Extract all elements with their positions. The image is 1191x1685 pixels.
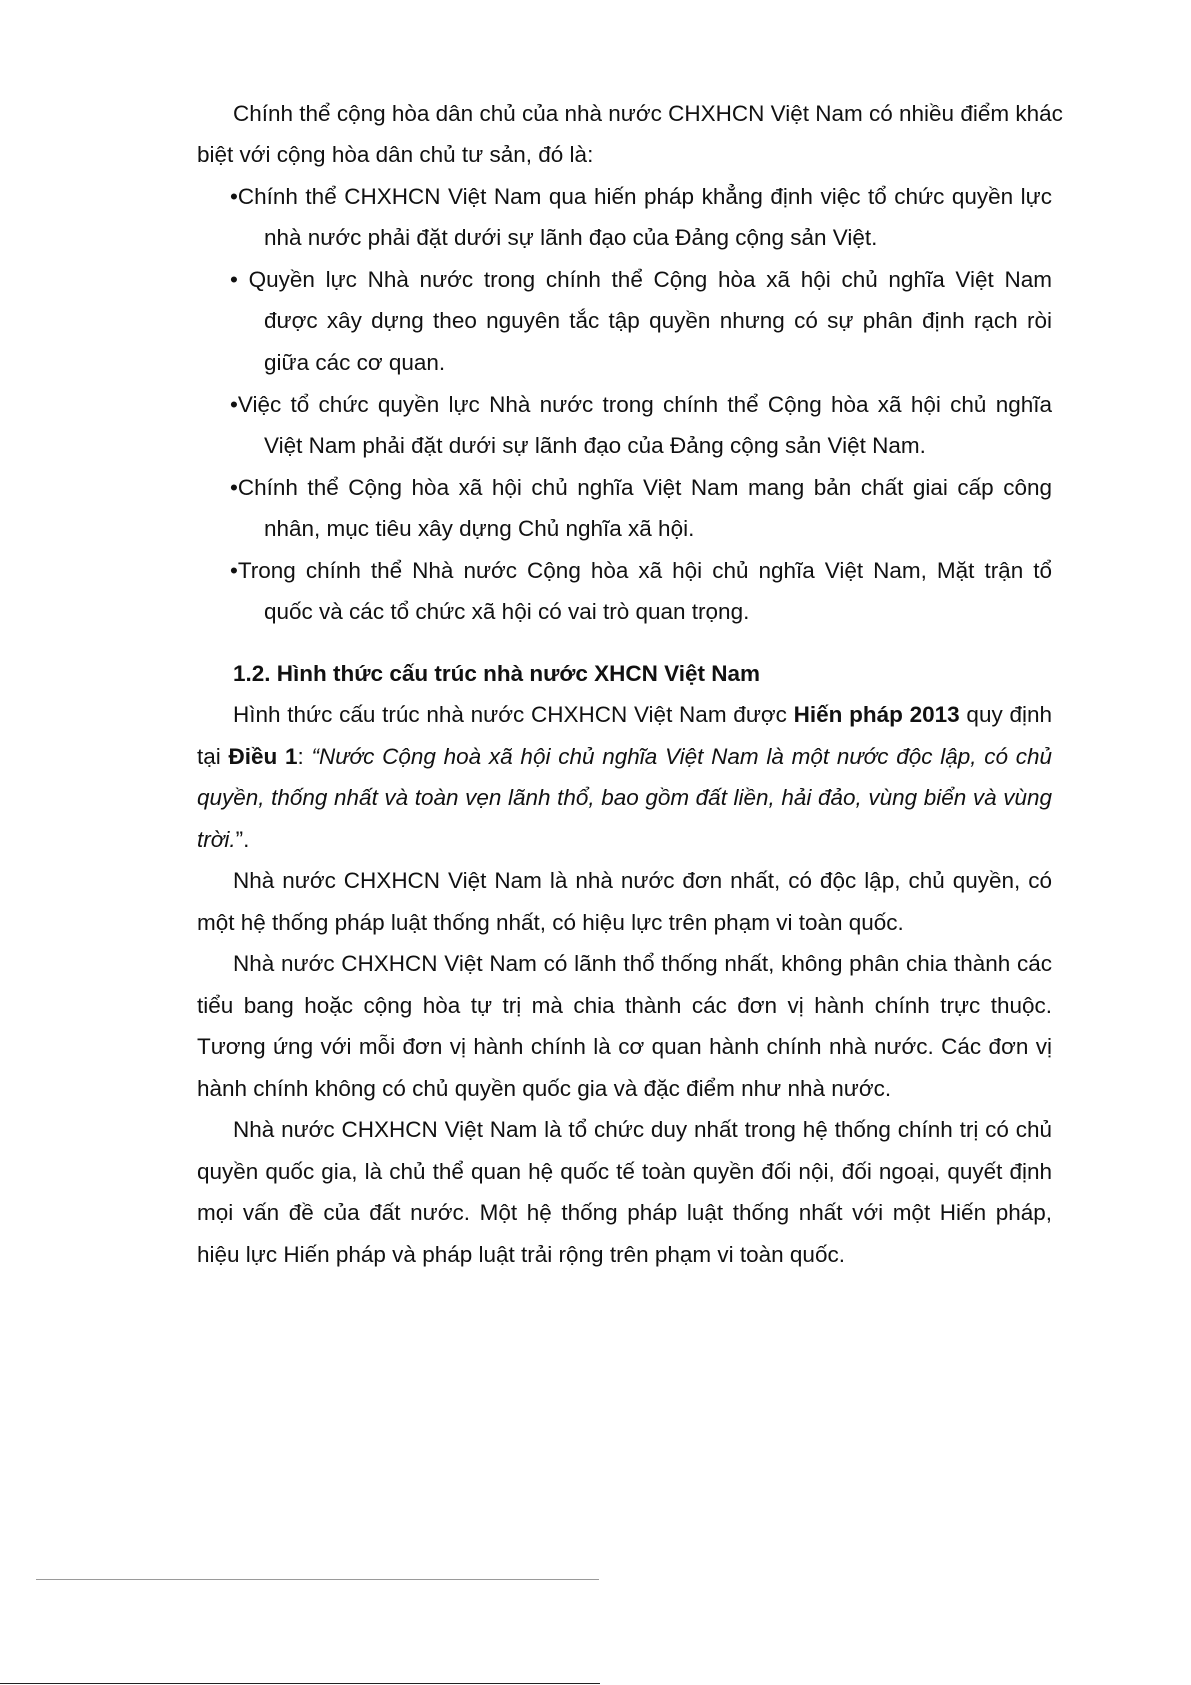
para2-line-1: Nhà nước CHXHCN Việt Nam là nhà nước đơn nhất, có độc lập, chủ quyền, có (233, 868, 1052, 893)
bullet-3-line-1: •Việc tổ chức quyền lực Nhà nước trong chính thể Cộng hòa xã hội chủ nghĩa (230, 392, 1052, 417)
intro-line-2: biệt với cộng hòa dân chủ tư sản, đó là: (197, 142, 594, 167)
bullet-2-line-2: được xây dựng theo nguyên tắc tập quyền nhưng có sự phân định rạch ròi (264, 308, 1052, 333)
para3-line-1: Nhà nước CHXHCN Việt Nam có lãnh thổ thống nhất, không phân chia thành các (233, 951, 1052, 976)
para1-line-4 (197, 827, 249, 853)
bullet-5-line-2: quốc và các tổ chức xã hội có vai trò quan trọng. (264, 599, 750, 624)
article-1-bold: Điều 1 (228, 744, 298, 769)
quote-italic: quyền, thống nhất và toàn vẹn lãnh thổ, bao gồm đất liền, hải đảo, vùng biển và vùng (197, 785, 1052, 810)
para1-text: Hình thức cấu trúc nhà nước CHXHCN Việt Nam được (233, 702, 794, 727)
para4-line-2: quyền quốc gia, là chủ thể quan hệ quốc tế toàn quyền đối nội, đối ngoại, quyết định (197, 1159, 1052, 1184)
bullet-3-line-2: Việt Nam phải đặt dưới sự lãnh đạo của Đảng cộng sản Việt Nam. (264, 433, 926, 458)
para1-text: quy định (959, 702, 1052, 727)
footnote-separator (36, 1579, 599, 1580)
para3-line-4: hành chính không có chủ quyền quốc gia và đặc điểm như nhà nước. (197, 1076, 892, 1101)
para4-line-4: hiệu lực Hiến pháp và pháp luật trải rộng trên phạm vi toàn quốc. (197, 1242, 845, 1267)
para1-line-3 (197, 785, 1052, 811)
bullet-2-line-1: • Quyền lực Nhà nước trong chính thể Cộng hòa xã hội chủ nghĩa Việt Nam (230, 267, 1052, 292)
constitution-2013-bold: Hiến pháp 2013 (793, 702, 960, 727)
para1-line-1 (233, 702, 1052, 728)
bullet-4-line-2: nhân, mục tiêu xây dựng Chủ nghĩa xã hội. (264, 516, 695, 541)
bottom-edge-line (0, 1683, 600, 1684)
para3-line-3: Tương ứng với mỗi đơn vị hành chính là cơ quan hành chính nhà nước. Các đơn vị (197, 1034, 1052, 1059)
para4-line-3: mọi vấn đề của đất nước. Một hệ thống pháp luật thống nhất với một Hiến pháp, (197, 1200, 1052, 1225)
para4-line-1: Nhà nước CHXHCN Việt Nam là tổ chức duy nhất trong hệ thống chính trị có chủ (233, 1117, 1052, 1142)
bullet-1-line-1: •Chính thể CHXHCN Việt Nam qua hiến pháp khẳng định việc tổ chức quyền lực (230, 184, 1052, 209)
bullet-2-line-3: giữa các cơ quan. (264, 350, 446, 375)
intro-line-1: Chính thể cộng hòa dân chủ của nhà nước CHXHCN Việt Nam có nhiều điểm khác (233, 101, 1063, 126)
para1-text: ”. (235, 827, 250, 852)
quote-italic: trời. (197, 827, 236, 852)
para1-line-2 (197, 744, 1052, 770)
bullet-5-line-1: •Trong chính thể Nhà nước Cộng hòa xã hội chủ nghĩa Việt Nam, Mặt trận tổ (230, 558, 1052, 583)
section-heading: 1.2. Hình thức cấu trúc nhà nước XHCN Việt Nam (233, 661, 761, 686)
para3-line-2: tiểu bang hoặc cộng hòa tự trị mà chia thành các đơn vị hành chính trực thuộc. (197, 993, 1052, 1018)
para1-text: tại (197, 744, 229, 769)
para1-text: : (297, 744, 312, 769)
quote-italic: “Nước Cộng hoà xã hội chủ nghĩa Việt Nam là một nước độc lập, có chủ (311, 744, 1052, 769)
bullet-4-line-1: •Chính thể Cộng hòa xã hội chủ nghĩa Việt Nam mang bản chất giai cấp công (230, 475, 1052, 500)
para2-line-2: một hệ thống pháp luật thống nhất, có hiệu lực trên phạm vi toàn quốc. (197, 910, 904, 935)
bullet-1-line-2: nhà nước phải đặt dưới sự lãnh đạo của Đảng cộng sản Việt. (264, 225, 878, 250)
